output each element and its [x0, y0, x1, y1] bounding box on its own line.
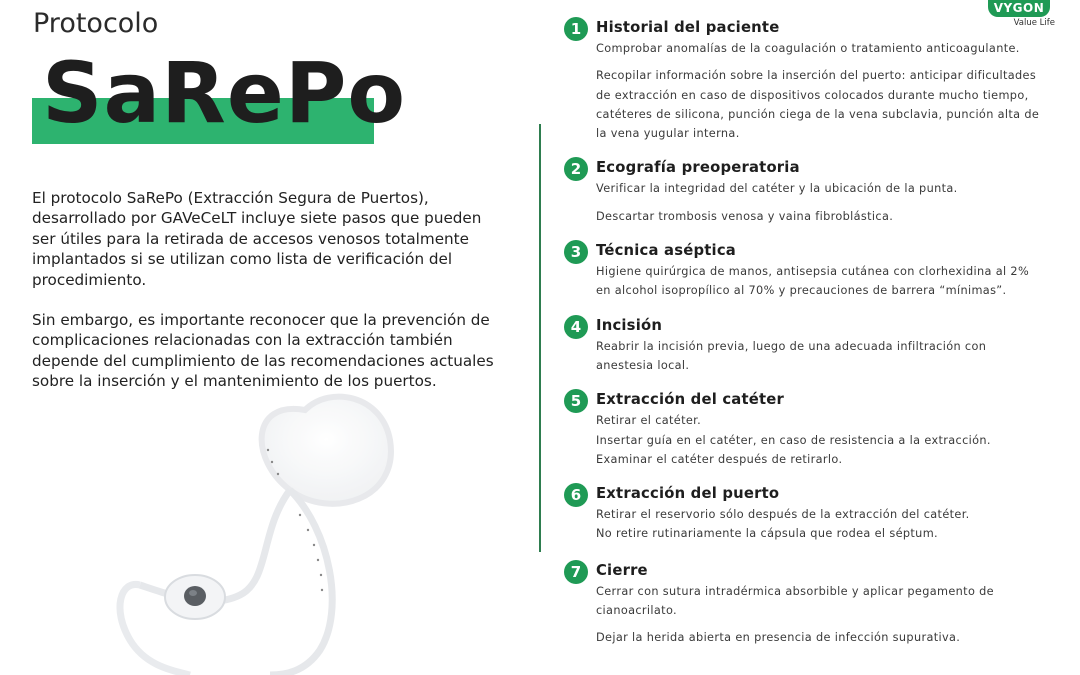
step-line: Retirar el reservorio sólo después de la extracción del catéter.: [596, 508, 970, 522]
step-7: [564, 560, 1044, 648]
vertical-divider: [539, 124, 541, 552]
step-number-badge: 3: [564, 240, 588, 264]
step-6: [564, 483, 1044, 544]
logo-tagline: Value Life: [1013, 18, 1055, 28]
steps-list: [564, 17, 1044, 656]
step-text: Verificar la integridad del catéter y la ubicación de la punta.: [596, 182, 958, 196]
intro-paragraph: Sin embargo, es importante reconocer que la prevención de complicaciones relacionadas con la extracción también depende del cumplimiento de las recomendaciones actuales sobre la inserción y el mantenimiento de los puertos.: [32, 311, 494, 391]
step-text: Cerrar con sutura intradérmica absorbible y aplicar pegamento de cianoacrilato.: [596, 584, 994, 618]
step-3: [564, 240, 1044, 301]
step-title: Extracción del catéter: [596, 391, 784, 409]
step-line: Examinar el catéter después de retirarlo.: [596, 452, 843, 466]
title-block: [32, 44, 407, 150]
step-number-badge: 4: [564, 315, 588, 339]
step-title: Incisión: [596, 316, 663, 334]
step-line: No retire rutinariamente la cápsula que rodea el séptum.: [596, 527, 938, 541]
step-line: Retirar el catéter.: [596, 414, 702, 428]
step-number-badge: 6: [564, 483, 588, 507]
step-number-badge: 5: [564, 389, 588, 413]
step-text: Reabrir la incisión previa, luego de una adecuada infiltración con anestesia local.: [596, 339, 987, 372]
step-1: [564, 17, 1044, 143]
step-number-badge: 2: [564, 157, 588, 181]
step-number-badge: 7: [564, 560, 588, 584]
step-title: Técnica aséptica: [596, 242, 736, 260]
step-title: Ecografía preoperatoria: [596, 159, 800, 177]
step-title: Extracción del puerto: [596, 485, 780, 503]
step-title: Cierre: [596, 561, 648, 579]
step-line: Insertar guía en el catéter, en caso de resistencia a la extracción.: [596, 433, 991, 447]
logo-brand: VYGON: [988, 0, 1050, 17]
step-number-badge: 1: [564, 17, 588, 41]
step-text: Comprobar anomalías de la coagulación o tratamiento anticoagulante.: [596, 42, 1020, 55]
step-text: Dejar la herida abierta en presencia de infección supurativa.: [596, 631, 961, 645]
step-5: [564, 389, 1044, 469]
intro-paragraph: El protocolo SaRePo (Extracción Segura de Puertos), desarrollado por GAVeCeLT incluye siete pasos que pueden ser útiles para la retirada de accesos venosos totalmente implantados si se utilizan como lista de verificación del procedimiento.: [32, 189, 482, 289]
step-text: Recopilar información sobre la inserción del puerto: anticipar dificultades de extracción en caso de dispositivos colocados durante mucho tiempo, catéteres de silicona, punción ciega de la vena subclavia, punción alta de la vena yugular interna.: [596, 69, 1040, 141]
step-4: [564, 315, 1044, 376]
step-title: Historial del paciente: [596, 19, 780, 36]
step-2: [564, 157, 1044, 226]
step-text: Descartar trombosis venosa y vaina fibroblástica.: [596, 209, 894, 223]
port-catheter-illustration: [100, 380, 420, 675]
intro-text: [32, 188, 507, 412]
kicker-text: Protocolo: [33, 8, 159, 39]
page-title: SaRePo: [42, 44, 407, 142]
step-text: Higiene quirúrgica de manos, antisepsia cutánea con clorhexidina al 2% en alcohol isopropílico al 70% y precauciones de barrera “mínimas”.: [596, 265, 1030, 298]
